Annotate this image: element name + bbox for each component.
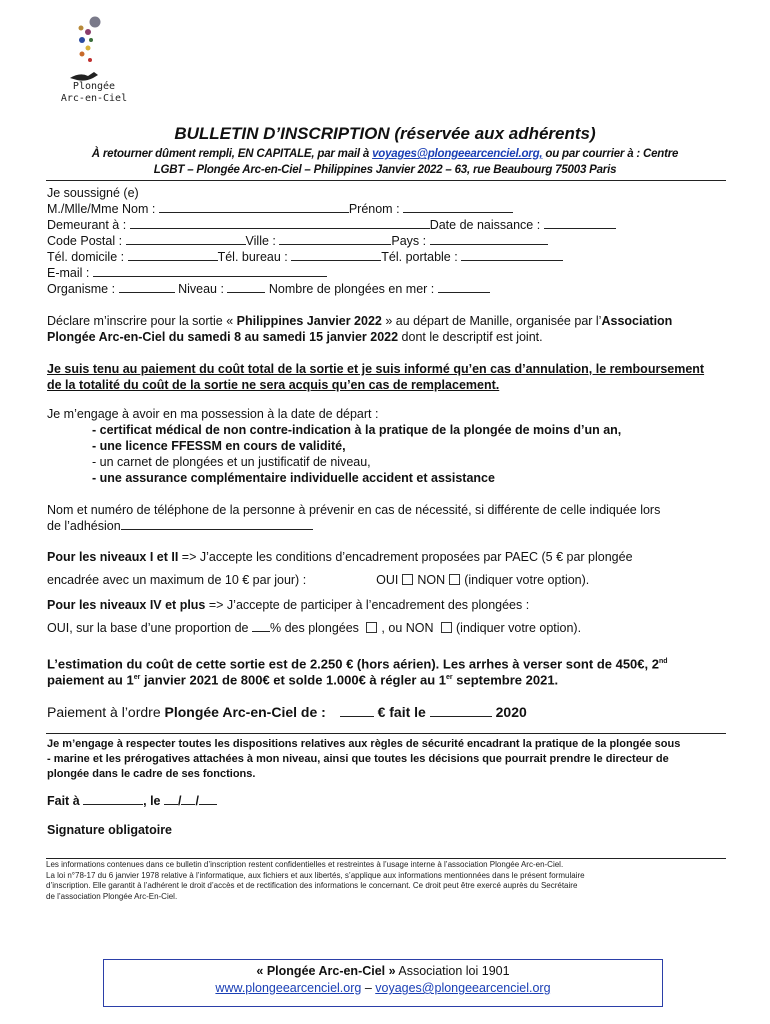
niveaux-1-line-2: encadrée avec un maximum de 10 € par jour) : OUI NON (indiquer votre option).: [47, 573, 590, 587]
city-row: Code Postal : Ville : Pays :: [47, 233, 548, 249]
paiement-row: Paiement à l’ordre Plongée Arc-en-Ciel de : € fait le 2020: [47, 704, 527, 720]
website-link[interactable]: www.plongeearcenciel.org: [215, 981, 362, 995]
divider: [46, 858, 726, 859]
organisme-field[interactable]: [119, 281, 175, 293]
niveaux-1-line-1: Pour les niveaux I et II => J’accepte les conditions d’encadrement proposées par PAEC (5 € par plongée: [47, 550, 633, 564]
lieu-field[interactable]: [83, 793, 143, 805]
footer-email-link[interactable]: voyages@plongeearcenciel.org: [375, 981, 551, 995]
diver-icon: [70, 72, 98, 81]
proportion-field[interactable]: [252, 620, 270, 632]
non-encadrement-checkbox[interactable]: [441, 622, 452, 633]
contact-line-1: Nom et numéro de téléphone de la personne à prévenir en cas de nécessité, si différente de celle indiquée lors: [47, 503, 661, 517]
securite-text: Je m’engage à respecter toutes les dispositions relatives aux règles de sécurité encadrant la pratique de la plongée sous - marine et les prérogatives attachées à mon niveau, ainsi que toutes les décisions que pourrait prendre le directeur de plongée dans le cadre de ses fonctions.: [47, 738, 681, 780]
niveau-field[interactable]: [227, 281, 265, 293]
soussigne-label: Je soussigné (e): [47, 186, 139, 200]
contact-field[interactable]: [121, 518, 313, 530]
email-field[interactable]: [93, 265, 327, 277]
address-row: Demeurant à : Date de naissance :: [47, 217, 616, 233]
level-row: Organisme : Niveau : Nombre de plongées en mer :: [47, 281, 490, 297]
fait-row: Fait à , le / /: [47, 793, 217, 809]
naissance-field[interactable]: [544, 217, 616, 229]
tenu-line-2: de la totalité du coût de la sortie ne sera acquis qu’en cas de remplacement.: [47, 378, 500, 392]
tenu-line-1: Je suis tenu au paiement du coût total de la sortie et je suis informé qu’en cas d’annulation, le remboursement: [47, 362, 705, 376]
jour-field[interactable]: [164, 793, 178, 805]
footer-line-2: www.plongeearcenciel.org – voyages@plongeearcenciel.org: [215, 981, 551, 995]
logo-dot: [89, 38, 93, 42]
ville-field[interactable]: [279, 233, 391, 245]
oui-checkbox[interactable]: [402, 574, 413, 585]
name-row: M./Mlle/Mme Nom : Prénom :: [47, 201, 513, 217]
tel-port-field[interactable]: [461, 249, 563, 261]
page-title: BULLETIN D’INSCRIPTION (réservée aux adhérents): [174, 124, 596, 143]
engage-item-1: - certificat médical de non contre-indication à la pratique de la plongée de moins d’un an,: [92, 423, 622, 437]
subtitle-line-1: À retourner dûment rempli, EN CAPITALE, par mail à voyages@plongeearcenciel.org, ou par courrier à : Centre: [91, 148, 679, 160]
montant-field[interactable]: [340, 705, 374, 717]
logo-dot: [79, 37, 85, 43]
annee-field[interactable]: [199, 793, 217, 805]
engage-item-2: - une licence FFESSM en cours de validité,: [92, 439, 346, 453]
demeurant-field[interactable]: [130, 217, 430, 229]
declare-line-1: Déclare m’inscrire pour la sortie « Philippines Janvier 2022 » au départ de Manille, organisée par l’Association: [47, 314, 673, 328]
tel-dom-field[interactable]: [128, 249, 218, 261]
legal-text: Les informations contenues dans ce bulletin d’inscription restent confidentielles et restreintes à l’usage interne à l’association Plongée Arc-en-Ciel. La loi n°78-17 du 6 janvier 1978 relative à l’informatique, aux fichiers et aux libertés, s’applique aux informations mentionnées dans le présent formulaire d’inscription. Elle garantit à l’adhérent le droit d’accès et de rectification des informations le concernant. Ce droit peut être exercé auprès du Secrétaire de l’association Plongée Arc-En-Ciel.: [46, 860, 585, 901]
oui-encadrement-checkbox[interactable]: [366, 622, 377, 633]
non-checkbox[interactable]: [449, 574, 460, 585]
email-row: E-mail :: [47, 265, 327, 281]
logo-dot: [86, 46, 91, 51]
nom-field[interactable]: [159, 201, 349, 213]
contact-line-2: de l’adhésion: [47, 518, 313, 534]
signature-label: Signature obligatoire: [47, 823, 173, 837]
cp-field[interactable]: [126, 233, 246, 245]
footer-line-1: « Plongée Arc-en-Ciel » Association loi 1901: [256, 964, 510, 978]
engage-intro: Je m’engage à avoir en ma possession à la date de départ :: [47, 407, 379, 421]
niveaux-2-line-2: OUI, sur la base d’une proportion de % des plongées , ou NON (indiquer votre option).: [47, 621, 582, 635]
mois-field[interactable]: [181, 793, 195, 805]
logo-dot: [90, 17, 101, 28]
niveaux-2-line-1: Pour les niveaux IV et plus => J’accepte de participer à l’encadrement des plongées :: [47, 598, 530, 612]
engage-item-4: - une assurance complémentaire individuelle accident et assistance: [92, 471, 495, 485]
tel-bur-field[interactable]: [291, 249, 381, 261]
phone-row: Tél. domicile : Tél. bureau : Tél. portable :: [47, 249, 563, 265]
divider: [46, 733, 726, 734]
email-link[interactable]: voyages@plongeearcenciel.org,: [372, 148, 543, 160]
date-paiement-field[interactable]: [430, 705, 492, 717]
logo-dot: [88, 58, 92, 62]
logo-dot: [85, 29, 91, 35]
nb-plongees-field[interactable]: [438, 281, 490, 293]
estimation-line-1: L’estimation du coût de cette sortie est de 2.250 € (hors aérien). Les arrhes à verser sont de 450€, 2nd: [47, 656, 668, 672]
prenom-field[interactable]: [403, 201, 513, 213]
declare-line-2: Plongée Arc-en-Ciel du samedi 8 au samedi 15 janvier 2022 dont le descriptif est joint.: [47, 330, 543, 344]
divider: [46, 180, 726, 181]
pays-field[interactable]: [430, 233, 548, 245]
logo-dot: [79, 26, 84, 31]
estimation-line-2: paiement au 1er janvier 2021 de 800€ et solde 1.000€ à régler au 1er septembre 2021.: [47, 672, 559, 688]
subtitle-line-2: LGBT – Plongée Arc-en-Ciel – Philippines Janvier 2022 – 63, rue Beaubourg 75003 Paris: [153, 164, 617, 176]
engage-item-3: - un carnet de plongées et un justificatif de niveau,: [92, 455, 371, 469]
logo-dot: [80, 52, 85, 57]
logo-text: Plongée Arc-en-Ciel: [60, 81, 128, 104]
footer-box: [103, 959, 663, 1007]
